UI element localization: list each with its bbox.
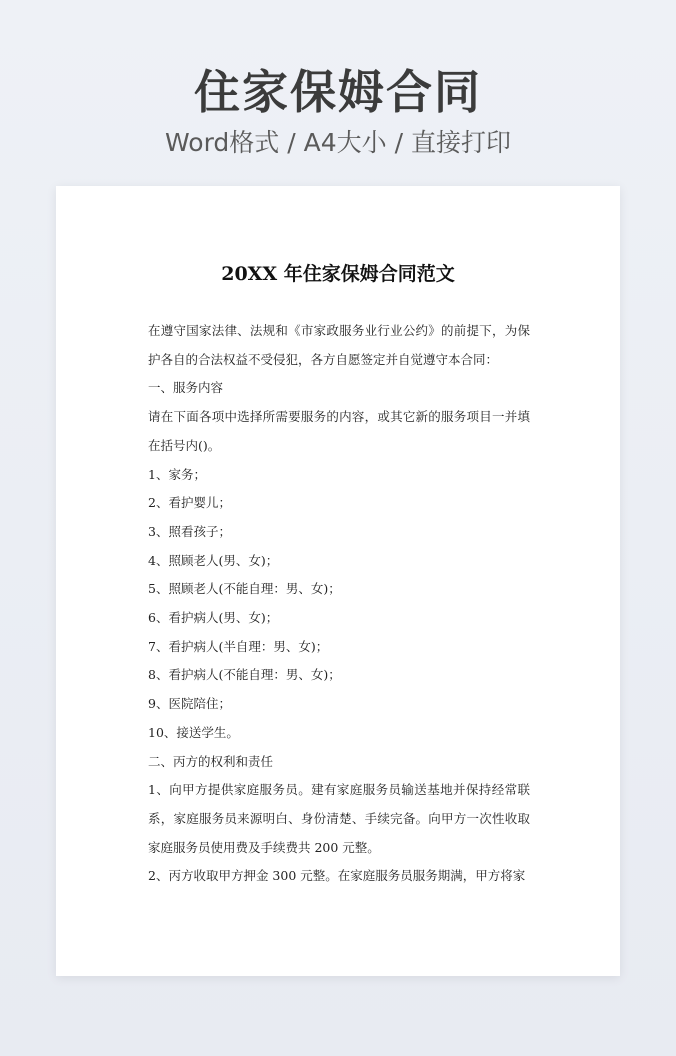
list-item: 4、照顾老人(男、女)； (148, 552, 279, 568)
list-item: 9、医院陪住； (148, 696, 231, 712)
paragraph-clause: 1、向甲方提供家庭服务员。建有家庭服务员输送基地并保持经常联系，家庭服务员来源明白、身份清楚、手续完备。向甲方一次性收取家庭服务员使用费及手续费共 200 元整。 (148, 782, 530, 855)
paragraph-instruction: 请在下面各项中选择所需要服务的内容，或其它新的服务项目一并填在括号内()。 (148, 409, 530, 453)
document-page (56, 186, 620, 976)
list-item: 1、家务； (148, 466, 206, 482)
banner-subtitle: Word格式 / A4大小 / 直接打印 (165, 128, 511, 157)
list-item: 2、看护婴儿； (148, 495, 231, 511)
list-item: 3、照看孩子； (148, 523, 231, 539)
banner (0, 62, 676, 160)
banner-title: 住家保姆合同 (194, 65, 482, 119)
document-title: 20XX 年住家保姆合同范文 (221, 263, 455, 285)
list-item: 5、照顾老人(不能自理：男、女)； (148, 581, 341, 597)
paragraph-clause: 2、丙方收取甲方押金 300 元整。在家庭服务员服务期满，甲方将家 (148, 868, 526, 884)
paragraph-intro: 在遵守国家法律、法规和《市家政服务业行业公约》的前提下，为保护各自的合法权益不受侵犯，各方自愿签定并自觉遵守本合同： (148, 323, 530, 367)
section-heading-rights: 二、丙方的权利和责任 (148, 753, 274, 769)
document-body (148, 317, 530, 891)
list-item: 7、看护病人(半自理：男、女)； (148, 638, 329, 654)
list-item: 8、看护病人(不能自理：男、女)； (148, 667, 341, 683)
section-heading-service: 一、服务内容 (148, 380, 224, 396)
list-item: 10、接送学生。 (148, 724, 239, 740)
list-item: 6、看护病人(男、女)； (148, 610, 279, 626)
